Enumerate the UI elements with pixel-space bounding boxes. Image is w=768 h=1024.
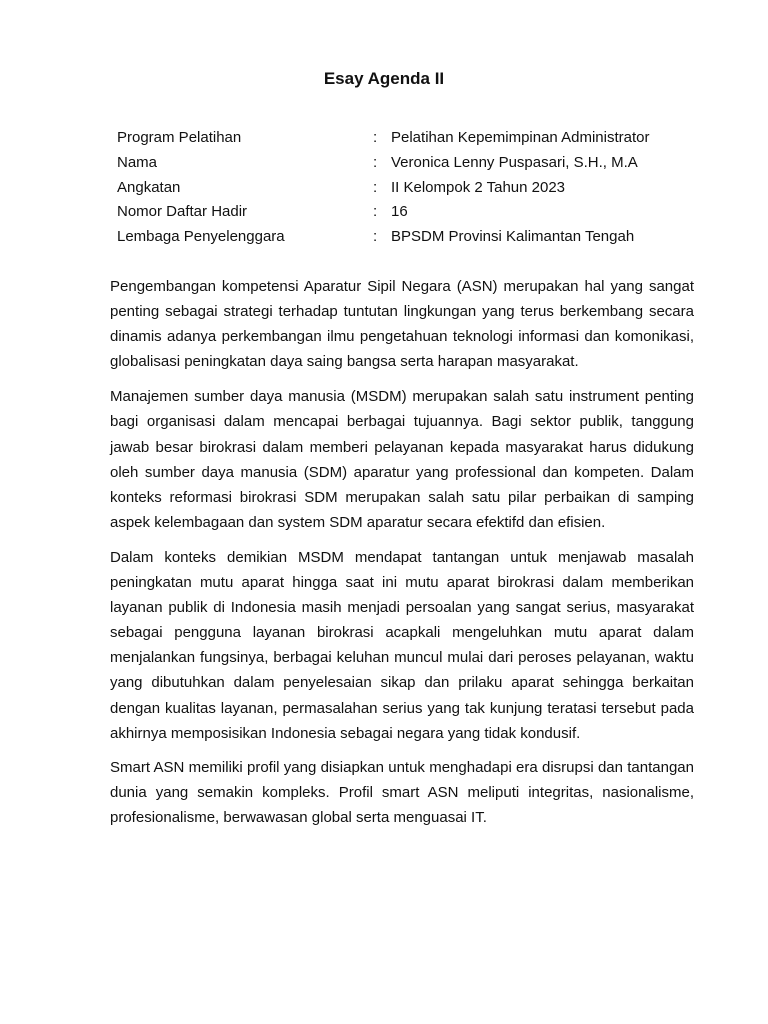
info-value: Pelatihan Kepemimpinan Administrator [391, 129, 650, 146]
info-separator: : [373, 178, 378, 196]
document-title: Esay Agenda II [323, 69, 445, 88]
info-label: Nomor Daftar Hadir [117, 203, 248, 221]
paragraph: Dalam konteks demikian MSDM mendapat tantangan untuk menjawab masalah peningkatan mutu aparat hingga saat ini mutu aparat birokrasi dalam memberikan layanan publik di Indonesia masih menjadi persoalan yang sangat serius, masyarakat sebagai pengguna layanan birokrasi acapkali mengeluhkan mutu aparat dalam menjalankan fungsinya, berbagai keluhan muncul mulai dari peroses pelayanan, waktu yang dibutuhkan dalam penyelesaian sikap dan prilaku aparat sehingga berkaitan dengan kualitas layanan, permasalahan serius yang tak kunjung teratasi tersebut pada akhirnya memposisikan Indonesia sebagai negara yang tidak kondusif. [110, 548, 694, 742]
info-value: 16 [391, 203, 408, 221]
info-separator: : [373, 228, 378, 246]
participant-info-table [117, 126, 677, 250]
info-value: Veronica Lenny Puspasari, S.H., M.A [391, 153, 638, 171]
info-row-program [117, 126, 677, 151]
paragraph: Smart ASN memiliki profil yang disiapkan untuk menghadapi era disrupsi dan tantangan dunia yang semakin kompleks. Profil smart ASN meliputi integritas, nasionalisme, profesionalisme, berwawasan global serta menguasai IT. [110, 758, 694, 826]
info-label: Lembaga Penyelenggara [117, 228, 285, 246]
essay-body [110, 274, 694, 840]
info-row-nama [117, 151, 677, 176]
info-label: Program Pelatihan [117, 129, 242, 146]
info-label: Angkatan [117, 178, 181, 196]
info-separator: : [373, 153, 378, 171]
info-value: BPSDM Provinsi Kalimantan Tengah [391, 228, 635, 246]
info-separator: : [373, 203, 378, 221]
paragraph: Manajemen sumber daya manusia (MSDM) merupakan salah satu instrument penting bagi organisasi dalam mencapai berbagai tujuannya. Bagi sektor publik, tanggung jawab besar birokrasi dalam memberi pelayanan kepada masyarakat harus didukung oleh sumber daya manusia (SDM) aparatur yang professional dan kompeten. Dalam konteks reformasi birokrasi SDM merupakan salah satu pilar perbaikan di samping aspek kelembagaan dan system SDM aparatur secara efektifd dan efisien. [110, 388, 694, 531]
info-row-angkatan [117, 176, 677, 201]
info-separator: : [373, 129, 378, 146]
info-row-nomor-daftar-hadir [117, 200, 677, 225]
info-label: Nama [117, 153, 158, 171]
info-value: II Kelompok 2 Tahun 2023 [391, 178, 566, 196]
info-row-lembaga [117, 225, 677, 250]
paragraph: Pengembangan kompetensi Aparatur Sipil Negara (ASN) merupakan hal yang sangat penting sebagai strategi terhadap tuntutan lingkungan yang terus berkembang secara dinamis adanya perkembangan ilmu pengetahuan teknologi informasi dan komonikasi, globalisasi peningkatan daya saing bangsa serta harapan masyarakat. [110, 278, 694, 371]
